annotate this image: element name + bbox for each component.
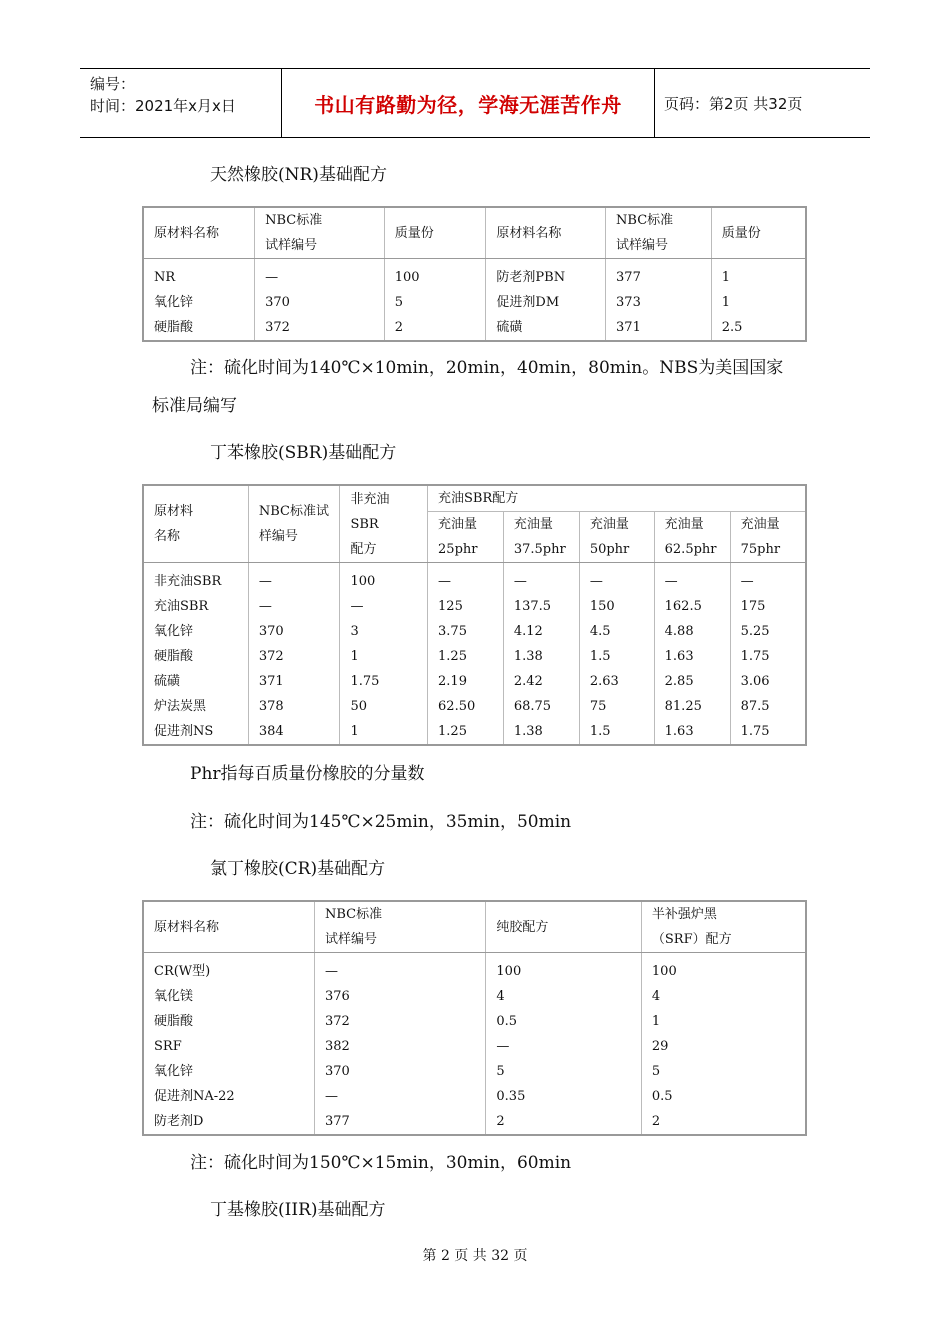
nr-note: 注：硫化时间为140℃×10min，20min，40min，80min。NBS为美国国家 — [190, 358, 784, 378]
cr-note: 注：硫化时间为150℃×15min，30min，60min — [190, 1153, 572, 1173]
sbr-heading: 丁苯橡胶(SBR)基础配方 — [210, 443, 397, 463]
table-row: 硬脂酸 372 1 1.25 1.38 1.5 1.63 1.75 — [143, 644, 806, 669]
nr-header-cell: 原材料名称 — [486, 207, 606, 259]
nr-note-cont: 标准局编写 — [152, 396, 237, 416]
table-row: 防老剂D 377 2 2 — [143, 1109, 806, 1135]
table-row: 促进剂NA-22 — 0.35 0.5 — [143, 1084, 806, 1109]
header-left — [90, 73, 236, 117]
nr-header-cell: 原材料名称 — [143, 207, 255, 259]
table-row: 炉法炭黑 378 50 62.50 68.75 75 81.25 87.5 — [143, 694, 806, 719]
nr-table — [142, 206, 807, 342]
table-row: 氧化锌 370 5 5 — [143, 1059, 806, 1084]
sbr-subheader-cell: 充油量 37.5phr — [503, 512, 579, 563]
number-label: 编号： — [90, 75, 136, 93]
table-row: 促进剂NS 384 1 1.25 1.38 1.5 1.63 1.75 — [143, 719, 806, 745]
cr-header-row — [143, 901, 806, 953]
page-footer: 第 2 页 共 32 页 — [422, 1248, 528, 1264]
nr-header-cell: NBC标准 试样编号 — [255, 207, 385, 259]
nr-header-row — [143, 207, 806, 259]
cr-header-cell: 原材料名称 — [143, 901, 314, 953]
table-row: 硬脂酸 372 0.5 1 — [143, 1009, 806, 1034]
table-row: SRF 382 — 29 — [143, 1034, 806, 1059]
cr-heading: 氯丁橡胶(CR)基础配方 — [210, 859, 386, 879]
table-row: 充油SBR — — 125 137.5 150 162.5 175 — [143, 594, 806, 619]
header-page-info: 页码：第2页 共32页 — [664, 95, 803, 113]
table-row: CR(W型) — 100 100 — [143, 959, 806, 984]
cr-header-cell: NBC标准 试样编号 — [314, 901, 485, 953]
cr-table — [142, 900, 807, 1136]
sbr-header-cell: 原材料 名称 — [143, 485, 248, 563]
header-divider — [654, 69, 655, 137]
sbr-subheader-cell: 充油量 62.5phr — [654, 512, 730, 563]
cr-header-cell: 纯胶配方 — [486, 901, 642, 953]
iir-heading: 丁基橡胶(IIR)基础配方 — [210, 1200, 386, 1220]
sbr-table — [142, 484, 807, 746]
table-row: 氧化镁 376 4 4 — [143, 984, 806, 1009]
table-row: 氧化锌 370 3 3.75 4.12 4.5 4.88 5.25 — [143, 619, 806, 644]
page-header — [80, 68, 870, 138]
sbr-header-cell: 非充油SBR 配方 — [340, 485, 428, 563]
table-row: 硬脂酸 372 2 硫磺 371 2.5 — [143, 315, 806, 341]
header-motto: 书山有路勤为径，学海无涯苦作舟 — [314, 93, 622, 117]
sbr-header-cell: NBC标准试 样编号 — [248, 485, 340, 563]
sbr-note: 注：硫化时间为145℃×25min，35min，50min — [190, 812, 572, 832]
time-label: 时间：2021年x月x日 — [90, 97, 236, 115]
sbr-header-row — [143, 485, 806, 512]
table-row: 氧化锌 370 5 促进剂DM 373 1 — [143, 290, 806, 315]
nr-header-cell: NBC标准 试样编号 — [606, 207, 712, 259]
table-row: NR — 100 防老剂PBN 377 1 — [143, 265, 806, 290]
nr-header-cell: 质量份 — [384, 207, 486, 259]
sbr-subheader-cell: 充油量 50phr — [579, 512, 654, 563]
nr-heading: 天然橡胶(NR)基础配方 — [210, 165, 387, 185]
sbr-group-header: 充油SBR配方 — [428, 485, 806, 512]
cr-header-cell: 半补强炉黑 （SRF）配方 — [641, 901, 806, 953]
phr-note: Phr指每百质量份橡胶的分量数 — [190, 764, 425, 784]
sbr-subheader-cell: 充油量 25phr — [428, 512, 504, 563]
table-row: 硫磺 371 1.75 2.19 2.42 2.63 2.85 3.06 — [143, 669, 806, 694]
table-row: 非充油SBR — 100 — — — — — — [143, 569, 806, 594]
sbr-subheader-cell: 充油量 75phr — [730, 512, 806, 563]
nr-header-cell: 质量份 — [711, 207, 806, 259]
